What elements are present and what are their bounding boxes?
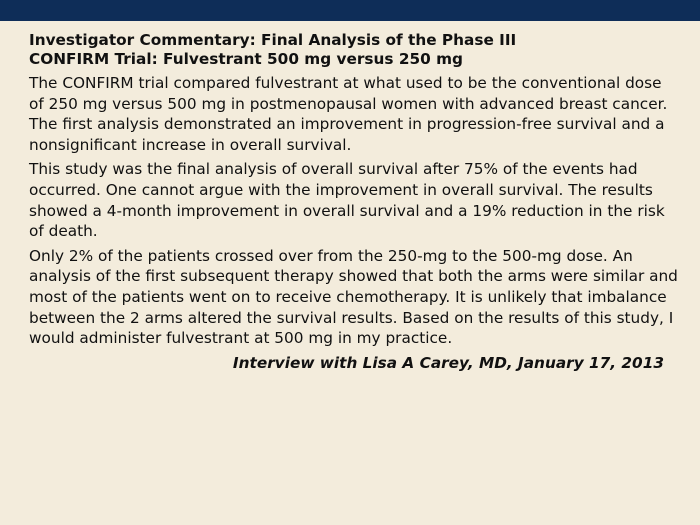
title-line-2: CONFIRM Trial: Fulvestrant 500 mg versus 250 mg (29, 50, 463, 68)
interview-attribution: Interview with Lisa A Carey, MD, January 17, 2013 (232, 353, 664, 372)
paragraph-trial-overview: The CONFIRM trial compared fulvestrant at what used to be the conventional dose of 250 mg versus 500 mg in postmenopausal women with advanced breast cancer. The first analysis demonstrated an improvement in progression-free survival and a nonsignificant increase in overall survival. (29, 74, 668, 154)
page-title (29, 31, 679, 69)
paragraph-final-analysis: This study was the final analysis of overall survival after 75% of the events had occurred. One cannot argue with the improvement in overall survival. The results showed a 4-month improvement in overall survival and a 19% reduction in the risk of death. (29, 160, 665, 241)
title-line-1: Investigator Commentary: Final Analysis of the Phase III (29, 31, 517, 49)
commentary-content (29, 31, 679, 373)
paragraph-crossover: Only 2% of the patients crossed over from the 250-mg to the 500-mg dose. An analysis of the first subsequent therapy showed that both the arms were similar and most of the patients went on to receive chemotherapy. It is unlikely that imbalance between the 2 arms altered the survival results. Based on the results of this study, I would administer fulvestrant at 500 mg in my practice. (29, 246, 678, 348)
top-banner-bar (0, 0, 700, 21)
